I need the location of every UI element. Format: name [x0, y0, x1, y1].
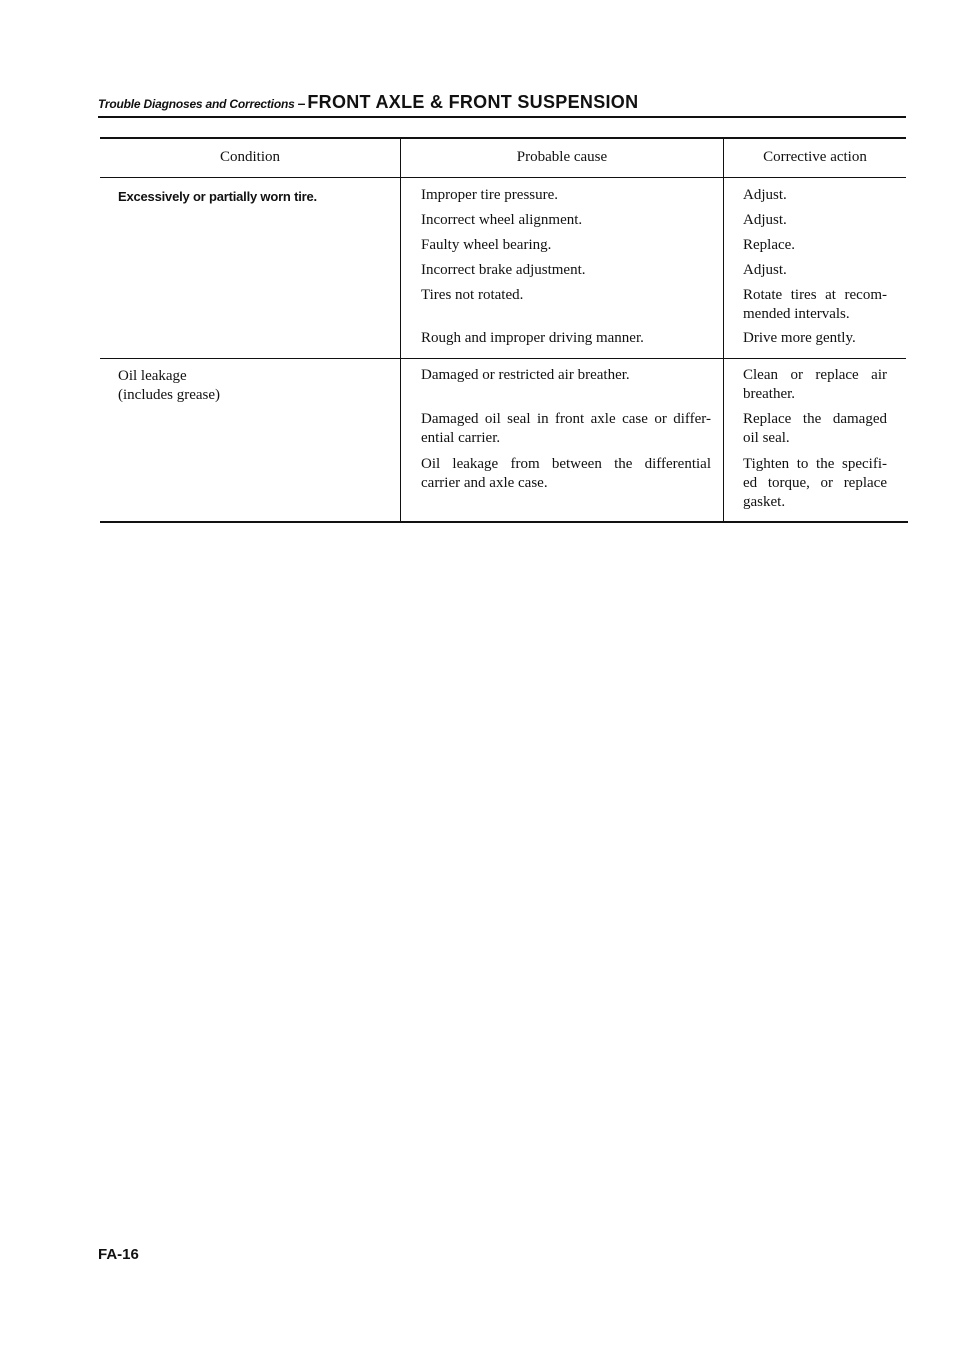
header-section-label: Trouble Diagnoses and Corrections	[98, 97, 295, 111]
header-dash: –	[297, 95, 306, 111]
condition-cell	[118, 367, 388, 405]
condition-line: (includes grease)	[118, 387, 221, 403]
table-bottom-rule	[100, 521, 908, 523]
page-header	[98, 92, 906, 118]
cause-cell: Tires not rotated.	[421, 287, 524, 303]
table-column-divider	[723, 137, 724, 523]
page-number: FA-16	[98, 1246, 139, 1263]
cause-cell: Improper tire pressure.	[421, 187, 559, 203]
column-header-corrective-action: Corrective action	[763, 149, 867, 165]
cause-cell: Oil leakage from between the differential carrier and axle case.	[421, 456, 711, 491]
action-cell: Replace.	[743, 237, 796, 253]
table-top-rule	[100, 137, 906, 139]
action-cell: Adjust.	[743, 187, 787, 203]
cause-cell: Incorrect brake adjustment.	[421, 262, 586, 278]
condition-line: Oil leakage	[118, 368, 187, 384]
table-header-rule	[100, 177, 906, 178]
cause-cell: Faulty wheel bearing.	[421, 237, 552, 253]
cause-cell: Damaged oil seal in front axle case or differ- ential carrier.	[421, 411, 711, 446]
action-cell: Drive more gently.	[743, 330, 856, 346]
page-title: FRONT AXLE & FRONT SUSPENSION	[307, 92, 639, 112]
cause-cell: Damaged or restricted air breather.	[421, 367, 630, 383]
condition-cell: Excessively or partially worn tire.	[118, 189, 317, 204]
cause-cell: Incorrect wheel alignment.	[421, 212, 583, 228]
action-cell: Tighten to the specifi- ed torque, or replace gasket.	[743, 456, 887, 510]
cause-cell: Rough and improper driving manner.	[421, 330, 644, 346]
table-column-divider	[400, 137, 401, 523]
action-cell: Replace the damaged oil seal.	[743, 411, 887, 446]
column-header-condition: Condition	[219, 149, 280, 165]
action-cell: Clean or replace air breather.	[743, 367, 887, 402]
action-cell: Rotate tires at recom- mended intervals.	[743, 287, 887, 322]
column-header-probable-cause: Probable cause	[516, 149, 608, 165]
action-cell: Adjust.	[743, 212, 787, 228]
table-row-divider	[100, 358, 906, 359]
action-cell: Adjust.	[743, 262, 787, 278]
